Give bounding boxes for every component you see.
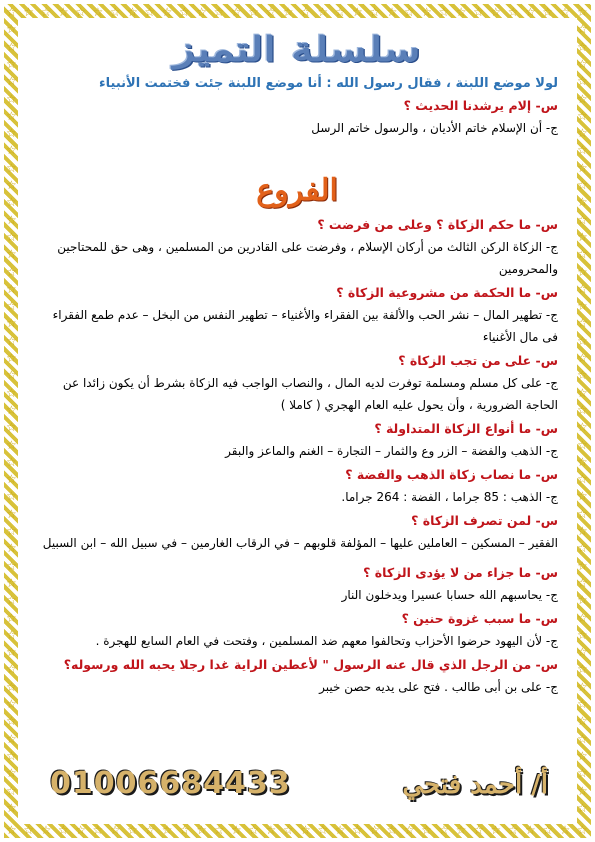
star-icon: ☆ bbox=[577, 645, 588, 660]
star-icon: ☆ bbox=[6, 74, 17, 89]
star-icon: ☆ bbox=[6, 229, 17, 244]
star-icon: ☆ bbox=[300, 5, 311, 19]
star-icon: ☆ bbox=[6, 766, 17, 781]
star-icon: ☆ bbox=[6, 437, 17, 452]
question: س- لمن تصرف الزكاة ؟ bbox=[411, 513, 558, 528]
star-icon: ☆ bbox=[6, 783, 17, 798]
star-icon: ☆ bbox=[577, 454, 588, 469]
answer: ج- يحاسبهم الله حسابا عسيرا ويدخلون النار bbox=[341, 588, 558, 602]
star-icon: ☆ bbox=[577, 385, 588, 400]
star-icon: ☆ bbox=[577, 178, 588, 192]
star-icon: ☆ bbox=[577, 627, 588, 642]
star-icon: ☆ bbox=[6, 212, 17, 227]
star-icon: ☆ bbox=[577, 610, 588, 625]
star-icon: ☆ bbox=[577, 558, 588, 573]
star-icon: ☆ bbox=[144, 823, 156, 837]
star-icon: ☆ bbox=[6, 489, 17, 504]
star-icon: ☆ bbox=[577, 39, 588, 54]
star-icon: ☆ bbox=[92, 823, 104, 837]
answer: الفقير – المسكين – العاملين عليها – المؤلفة قلوبهم – في الرقاب الغارمين – في سبيل الله – ابن السبيل bbox=[42, 536, 558, 550]
star-icon: ☆ bbox=[161, 823, 173, 837]
star-icon: ☆ bbox=[6, 402, 17, 417]
star-icon: ☆ bbox=[144, 5, 156, 19]
star-icon: ☆ bbox=[577, 333, 588, 348]
star-icon: ☆ bbox=[179, 5, 190, 19]
star-icon: ☆ bbox=[577, 679, 588, 694]
star-icon: ☆ bbox=[6, 524, 17, 538]
star-icon: ☆ bbox=[6, 368, 17, 383]
answer: ج- أن الإسلام خاتم الأديان ، والرسول خاتم الرسل bbox=[311, 121, 558, 135]
star-icon: ☆ bbox=[6, 697, 17, 711]
star-icon: ☆ bbox=[6, 506, 17, 521]
star-icon: ☆ bbox=[265, 823, 277, 837]
star-icon: ☆ bbox=[577, 229, 588, 244]
star-icon: ☆ bbox=[421, 823, 432, 837]
question: س- ما الحكمة من مشروعية الزكاة ؟ bbox=[336, 285, 558, 300]
star-icon: ☆ bbox=[576, 5, 588, 19]
star-icon: ☆ bbox=[542, 823, 554, 837]
star-icon: ☆ bbox=[577, 74, 588, 89]
star-icon: ☆ bbox=[23, 823, 35, 837]
star-icon: ☆ bbox=[6, 126, 17, 141]
star-icon: ☆ bbox=[6, 5, 17, 19]
star-icon: ☆ bbox=[6, 714, 17, 729]
question: س- إلام يرشدنا الحديث ؟ bbox=[403, 98, 558, 113]
star-icon: ☆ bbox=[403, 5, 415, 19]
star-icon: ☆ bbox=[576, 823, 588, 837]
star-icon: ☆ bbox=[248, 823, 259, 837]
star-icon: ☆ bbox=[317, 823, 329, 837]
star-icon: ☆ bbox=[213, 823, 225, 837]
star-icon: ☆ bbox=[92, 5, 104, 19]
star-icon: ☆ bbox=[577, 437, 588, 452]
star-icon: ☆ bbox=[6, 823, 17, 837]
star-icon: ☆ bbox=[577, 714, 588, 729]
star-icon: ☆ bbox=[559, 5, 571, 19]
star-icon: ☆ bbox=[577, 108, 588, 123]
star-icon: ☆ bbox=[577, 506, 588, 521]
star-icon: ☆ bbox=[6, 143, 17, 158]
star-icon: ☆ bbox=[6, 472, 17, 487]
star-icon: ☆ bbox=[6, 91, 17, 106]
star-icon: ☆ bbox=[127, 823, 138, 837]
star-icon: ☆ bbox=[577, 160, 588, 175]
star-icon: ☆ bbox=[6, 385, 17, 400]
star-icon: ☆ bbox=[334, 5, 346, 19]
star-icon: ☆ bbox=[438, 5, 450, 19]
star-icon: ☆ bbox=[577, 195, 588, 210]
hadith-excerpt: لولا موضع اللبنة ، فقال رسول الله : أنا موضع اللبنة جئت فختمت الأنبياء bbox=[99, 76, 558, 91]
star-icon: ☆ bbox=[179, 823, 190, 837]
star-icon: ☆ bbox=[577, 91, 588, 106]
star-icon: ☆ bbox=[577, 22, 588, 37]
question: س- ما حكم الزكاة ؟ وعلى من فرضت ؟ bbox=[317, 217, 558, 232]
star-icon: ☆ bbox=[6, 575, 17, 590]
star-icon: ☆ bbox=[230, 823, 242, 837]
star-icon: ☆ bbox=[507, 823, 519, 837]
star-icon: ☆ bbox=[6, 56, 17, 71]
star-icon: ☆ bbox=[473, 823, 484, 837]
star-icon: ☆ bbox=[6, 610, 17, 625]
star-icon: ☆ bbox=[75, 5, 86, 19]
section-title: الفروع bbox=[256, 173, 338, 208]
answer: ج- الذهب : 85 جراما ، الفضة : 264 جراما. bbox=[341, 490, 558, 504]
star-icon: ☆ bbox=[6, 264, 17, 279]
star-icon: ☆ bbox=[577, 368, 588, 383]
question: س- ما أنواع الزكاة المتداولة ؟ bbox=[374, 421, 558, 436]
star-icon: ☆ bbox=[577, 281, 588, 296]
star-icon: ☆ bbox=[490, 823, 502, 837]
question: س- من الرجل الذي قال عنه الرسول " لأعطين الراية غدا رجلا يحبه الله ورسوله؟ bbox=[63, 657, 558, 672]
star-icon: ☆ bbox=[23, 5, 35, 19]
star-icon: ☆ bbox=[507, 5, 519, 19]
star-icon: ☆ bbox=[265, 5, 277, 19]
star-icon: ☆ bbox=[577, 402, 588, 417]
star-icon: ☆ bbox=[559, 823, 571, 837]
star-icon: ☆ bbox=[6, 645, 17, 660]
star-icon: ☆ bbox=[57, 5, 69, 19]
star-icon: ☆ bbox=[352, 823, 363, 837]
star-icon: ☆ bbox=[577, 299, 588, 314]
star-icon: ☆ bbox=[6, 281, 17, 296]
star-icon: ☆ bbox=[6, 731, 17, 746]
star-icon: ☆ bbox=[6, 679, 17, 694]
star-icon: ☆ bbox=[525, 5, 536, 19]
star-icon: ☆ bbox=[40, 5, 52, 19]
star-icon: ☆ bbox=[577, 783, 588, 798]
answer: ج- على بن أبى طالب . فتح على يديه حصن خيبر bbox=[319, 680, 558, 694]
star-icon: ☆ bbox=[577, 524, 588, 538]
star-icon: ☆ bbox=[196, 823, 208, 837]
star-icon: ☆ bbox=[455, 5, 467, 19]
question: س- على من تجب الزكاة ؟ bbox=[398, 353, 558, 368]
star-icon: ☆ bbox=[300, 823, 311, 837]
star-icon: ☆ bbox=[490, 5, 502, 19]
star-icon: ☆ bbox=[352, 5, 363, 19]
star-icon: ☆ bbox=[282, 823, 294, 837]
star-icon: ☆ bbox=[6, 351, 17, 365]
star-icon: ☆ bbox=[577, 264, 588, 279]
star-icon: ☆ bbox=[577, 126, 588, 141]
star-icon: ☆ bbox=[577, 748, 588, 763]
star-icon: ☆ bbox=[6, 316, 17, 331]
star-icon: ☆ bbox=[577, 489, 588, 504]
star-icon: ☆ bbox=[386, 823, 398, 837]
star-icon: ☆ bbox=[473, 5, 484, 19]
star-icon: ☆ bbox=[577, 472, 588, 487]
answer: ج- الزكاة الركن الثالث من أركان الإسلام ، وفرضت على القادرين من المسلمين ، وهى حق للمحتاجين والمحرومين bbox=[57, 240, 558, 276]
question: س- ما نصاب زكاة الذهب والفضة ؟ bbox=[345, 467, 558, 482]
star-icon: ☆ bbox=[213, 5, 225, 19]
star-icon: ☆ bbox=[334, 823, 346, 837]
star-icon: ☆ bbox=[109, 5, 121, 19]
star-icon: ☆ bbox=[577, 541, 588, 556]
series-banner: سلسلة التميز bbox=[173, 30, 421, 70]
star-icon: ☆ bbox=[230, 5, 242, 19]
star-icon: ☆ bbox=[577, 143, 588, 158]
star-icon: ☆ bbox=[6, 299, 17, 314]
phone-number: 01006684433 bbox=[50, 766, 291, 801]
star-icon: ☆ bbox=[438, 823, 450, 837]
star-icon: ☆ bbox=[6, 108, 17, 123]
page-content bbox=[36, 30, 558, 700]
star-icon: ☆ bbox=[577, 697, 588, 711]
star-icon: ☆ bbox=[6, 593, 17, 608]
star-icon: ☆ bbox=[369, 823, 381, 837]
star-icon: ☆ bbox=[6, 800, 17, 815]
star-icon: ☆ bbox=[403, 823, 415, 837]
star-icon: ☆ bbox=[6, 454, 17, 469]
footer bbox=[36, 766, 558, 814]
star-icon: ☆ bbox=[6, 662, 17, 677]
teacher-name: أ/ أحمد فتحي bbox=[402, 770, 548, 800]
answer: ج- تطهير المال – نشر الحب والألفة بين الفقراء والأغنياء – تطهير النفس من البخل – عدم طمع الفقراء فى مال الأغنياء bbox=[52, 308, 558, 344]
star-icon: ☆ bbox=[6, 748, 17, 763]
star-icon: ☆ bbox=[6, 247, 17, 262]
star-icon: ☆ bbox=[455, 823, 467, 837]
star-icon: ☆ bbox=[196, 5, 208, 19]
star-icon: ☆ bbox=[317, 5, 329, 19]
star-icon: ☆ bbox=[577, 212, 588, 227]
star-icon: ☆ bbox=[40, 823, 52, 837]
star-icon: ☆ bbox=[6, 160, 17, 175]
answer: ج- على كل مسلم ومسلمة توفرت لديه المال ، والنصاب الواجب فيه الزكاة بشرط أن يكون زائدا عن الحاجة الضرورية ، وأن يحول عليه العام الهجري ( كاملا ) bbox=[62, 376, 558, 412]
star-icon: ☆ bbox=[6, 39, 17, 54]
star-icon: ☆ bbox=[6, 558, 17, 573]
star-icon: ☆ bbox=[577, 575, 588, 590]
question: س- ما سبب غزوة حنين ؟ bbox=[401, 611, 558, 626]
star-icon: ☆ bbox=[577, 420, 588, 435]
star-icon: ☆ bbox=[161, 5, 173, 19]
star-icon: ☆ bbox=[525, 823, 536, 837]
star-icon: ☆ bbox=[6, 22, 17, 37]
question: س- ما جزاء من لا يؤدى الزكاة ؟ bbox=[363, 565, 558, 580]
star-icon: ☆ bbox=[577, 800, 588, 815]
star-icon: ☆ bbox=[6, 627, 17, 642]
star-icon: ☆ bbox=[6, 333, 17, 348]
star-icon: ☆ bbox=[577, 593, 588, 608]
star-icon: ☆ bbox=[6, 195, 17, 210]
star-icon: ☆ bbox=[577, 731, 588, 746]
star-icon: ☆ bbox=[109, 823, 121, 837]
star-icon: ☆ bbox=[577, 316, 588, 331]
star-icon: ☆ bbox=[577, 351, 588, 365]
star-icon: ☆ bbox=[386, 5, 398, 19]
answer: ج- لأن اليهود حرضوا الأحزاب وتحالفوا معهم ضد المسلمين ، وفتحت في العام السابع للهجرة . bbox=[95, 634, 558, 648]
star-icon: ☆ bbox=[282, 5, 294, 19]
star-icon: ☆ bbox=[577, 766, 588, 781]
star-icon: ☆ bbox=[57, 823, 69, 837]
answer: ج- الذهب والفضة – الزر وع والثمار – التجارة – الغنم والماعز والبقر bbox=[225, 444, 558, 458]
star-icon: ☆ bbox=[6, 541, 17, 556]
star-icon: ☆ bbox=[577, 247, 588, 262]
star-icon: ☆ bbox=[369, 5, 381, 19]
star-icon: ☆ bbox=[542, 5, 554, 19]
star-icon: ☆ bbox=[421, 5, 432, 19]
star-icon: ☆ bbox=[127, 5, 138, 19]
qa-block-top bbox=[36, 97, 558, 139]
star-icon: ☆ bbox=[577, 56, 588, 71]
star-icon: ☆ bbox=[6, 420, 17, 435]
star-icon: ☆ bbox=[248, 5, 259, 19]
star-icon: ☆ bbox=[6, 178, 17, 192]
qa-list bbox=[36, 216, 558, 698]
star-icon: ☆ bbox=[75, 823, 86, 837]
star-icon: ☆ bbox=[577, 662, 588, 677]
